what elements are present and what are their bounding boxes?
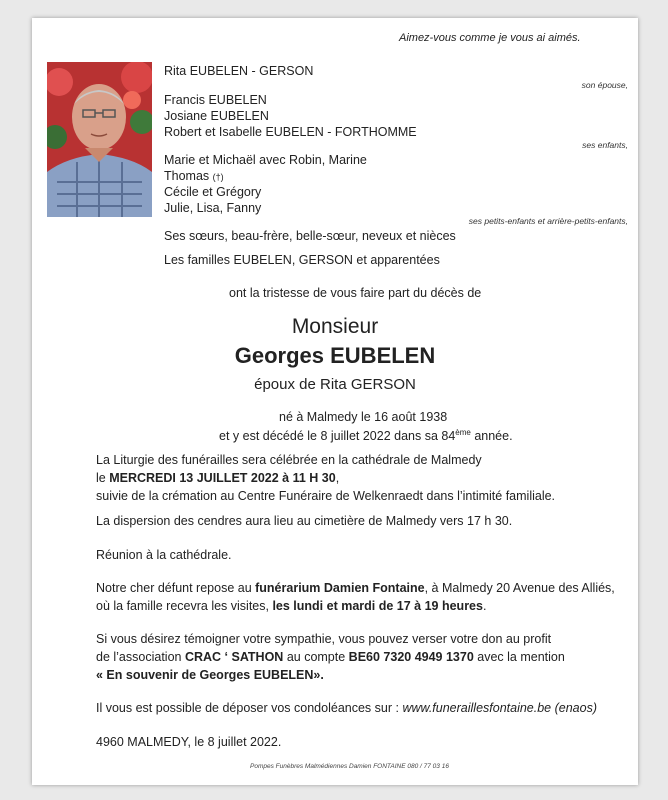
reunion-line: Réunion à la cathédrale. [96,548,232,562]
donation-line-2-prefix: de l’association [96,650,185,664]
grandchildren-line-4: Julie, Lisa, Fanny [164,201,262,215]
donation-line-2-mid: au compte [283,650,349,664]
grandchild-thomas: Thomas [164,169,210,183]
death-ordinal: ème [455,428,471,437]
association-name: CRAC ‘ SATHON [184,650,284,664]
announcement: ont la tristesse de vous faire part du décès de [229,286,482,300]
rest-line-2-prefix: où la famille recevra les visites, [96,599,273,613]
birth-line: né à Malmedy le 16 août 1938 [279,410,448,424]
bank-account: BE60 7320 4949 1370 [348,650,474,664]
footer-funeral-home: Pompes Funèbres Malmédiennes Damien FONTAINE 080 / 77 03 16 [250,763,449,770]
condolences-link[interactable]: www.funeraillesfontaine.be (enaos) [402,701,597,715]
motto: Aimez-vous comme je vous ai aimés. [399,32,581,44]
rest-line-1-prefix: Notre cher défunt repose au [96,581,256,595]
rest-line-1-suffix: , à Malmedy 20 Avenue des Alliés, [424,581,615,595]
children-role: ses enfants, [582,140,628,150]
deceased-title: Monsieur [291,315,379,338]
child-1: Francis EUBELEN [164,93,267,107]
funeral-datetime: MERCREDI 13 JUILLET 2022 à 11 H 30 [109,471,336,485]
donation-line-2 [96,650,565,664]
donation-line-1: Si vous désirez témoigner votre sympathie, vous pouvez verser votre don au profit [96,632,552,646]
child-2: Josiane EUBELEN [164,109,269,123]
funeral-line-1: La Liturgie des funérailles sera célébrée en la cathédrale de Malmedy [96,453,482,467]
condolences-text: Il vous est possible de déposer vos condoléances sur : [96,701,403,715]
obituary-page [32,18,638,785]
visiting-hours: les lundi et mardi de 17 à 19 heures [272,599,483,613]
dispersion-line: La dispersion des cendres aura lieu au cimetière de Malmedy vers 17 h 30. [96,514,513,528]
rest-line-2-suffix: . [482,599,487,613]
deceased-photo [47,62,152,217]
grandchildren-line-1: Marie et Michaël avec Robin, Marine [164,153,367,167]
funeral-line-2 [96,471,339,485]
funeral-line-2-suffix: , [335,471,340,485]
donation-line-3 [96,668,324,682]
grandchildren-line-2 [164,169,224,183]
place-date: 4960 MALMEDY, le 8 juillet 2022. [96,735,282,749]
condolences-line [96,701,597,715]
grandchildren-role: ses petits-enfants et arrière-petits-enfants, [468,216,628,226]
rest-line-1 [96,581,615,595]
siblings-line: Ses sœurs, beau-frère, belle-sœur, neveux et nièces [164,229,456,243]
spouse-name: Rita EUBELEN - GERSON [164,64,314,78]
deceased-spouse-line: époux de Rita GERSON [254,376,416,393]
child-3: Robert et Isabelle EUBELEN - FORTHOMME [164,125,417,139]
deceased-name: Georges EUBELEN [234,343,436,368]
death-suffix: année. [470,429,513,444]
grandchildren-line-3: Cécile et Grégory [164,185,262,199]
funeral-line-2-prefix: le [96,471,110,485]
donation-mention: « En souvenir de Georges EUBELEN». [96,668,324,682]
death-line [219,428,513,443]
families-line: Les familles EUBELEN, GERSON et apparentées [164,253,440,267]
death-text: et y est décédé le 8 juillet 2022 dans sa 84 [219,429,456,444]
funerarium-name: funérarium Damien Fontaine [255,581,425,595]
funeral-line-3: suivie de la crémation au Centre Funéraire de Welkenraedt dans l’intimité familiale. [96,489,556,503]
spouse-role: son épouse, [581,80,628,90]
rest-line-2 [96,599,486,613]
deceased-mark: (†) [212,172,224,182]
donation-line-2-suffix: avec la mention [473,650,565,664]
